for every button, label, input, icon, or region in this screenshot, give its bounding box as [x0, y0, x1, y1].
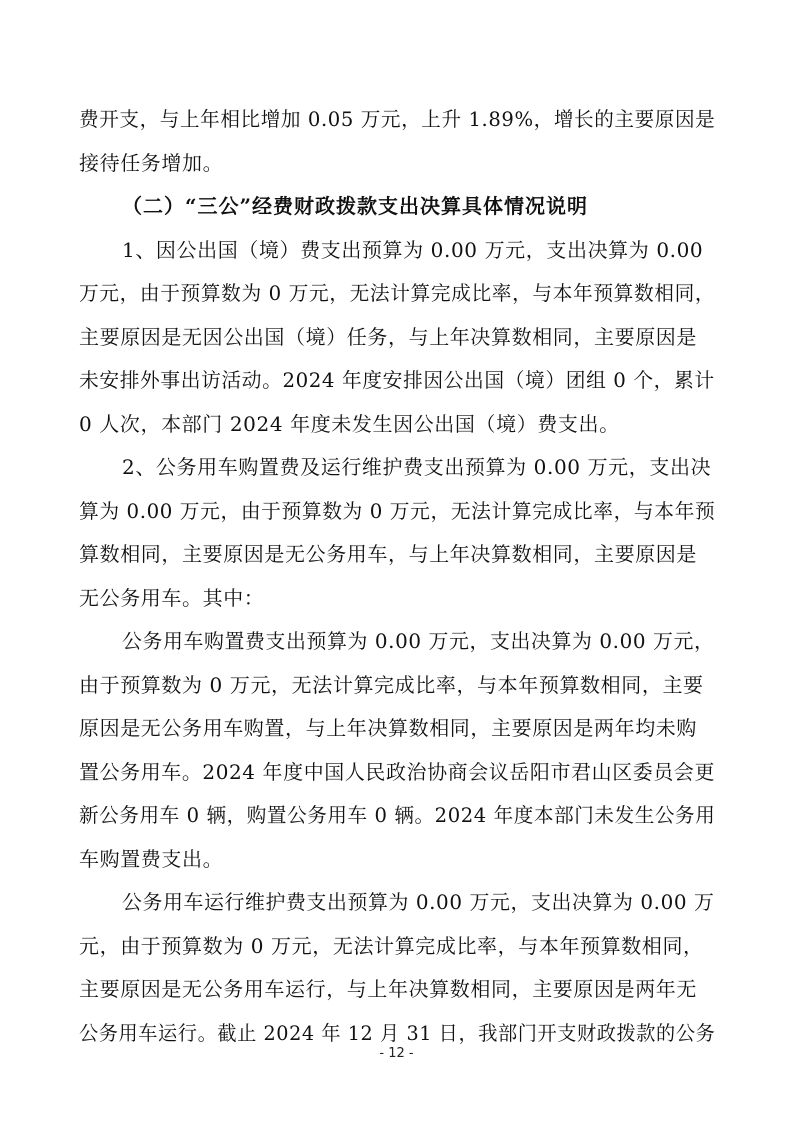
section-heading: （二）“三公”经费财政拨款支出决算具体情况说明 — [122, 194, 589, 218]
text-line: 主要原因是无公务用车运行，与上年决算数相同，主要原因是两年无 — [79, 977, 697, 1001]
text-line: 算为 0.00 万元，由于预算数为 0 万元，无法计算完成比率，与本年预 — [79, 499, 716, 523]
text-line: 公务用车运行维护费支出预算为 0.00 万元，支出决算为 0.00 万 — [122, 890, 715, 914]
text-line: 无公务用车。其中： — [79, 586, 265, 610]
text-line: 元，由于预算数为 0 万元，无法计算完成比率，与本年预算数相同， — [79, 934, 704, 958]
text-line: 置公务用车。2024 年度中国人民政治协商会议岳阳市君山区委员会更 — [79, 760, 716, 784]
text-line: 公务用车购置费支出预算为 0.00 万元，支出决算为 0.00 万元， — [122, 629, 715, 653]
text-line: 新公务用车 0 辆，购置公务用车 0 辆。2024 年度本部门未发生公务用 — [79, 803, 716, 827]
text-line: 算数相同，主要原因是无公务用车，与上年决算数相同，主要原因是 — [79, 542, 697, 566]
text-line: 车购置费支出。 — [79, 847, 224, 871]
text-line: 0 人次，本部门 2024 年度未发生因公出国（境）费支出。 — [79, 412, 620, 436]
text-line: 费开支，与上年相比增加 0.05 万元，上升 1.89%，增长的主要原因是 — [79, 107, 716, 131]
text-line: 未安排外事出访活动。2024 年度安排因公出国（境）团组 0 个，累计 — [79, 368, 715, 392]
page-number: - 12 - — [379, 1046, 414, 1061]
text-line: 公务用车运行。截止 2024 年 12 月 31 日，我部门开支财政拨款的公务 — [79, 1021, 716, 1045]
text-line: 万元，由于预算数为 0 万元，无法计算完成比率，与本年预算数相同， — [79, 281, 716, 305]
text-line: 接待任务增加。 — [79, 151, 224, 175]
text-line: 2、公务用车购置费及运行维护费支出预算为 0.00 万元，支出决 — [122, 455, 712, 479]
text-line: 由于预算数为 0 万元，无法计算完成比率，与本年预算数相同，主要 — [79, 673, 704, 697]
text-line: 主要原因是无因公出国（境）任务，与上年决算数相同，主要原因是 — [79, 325, 697, 349]
text-line: 1、因公出国（境）费支出预算为 0.00 万元，支出决算为 0.00 — [122, 238, 704, 262]
text-line: 原因是无公务用车购置，与上年决算数相同，主要原因是两年均未购 — [79, 716, 697, 740]
